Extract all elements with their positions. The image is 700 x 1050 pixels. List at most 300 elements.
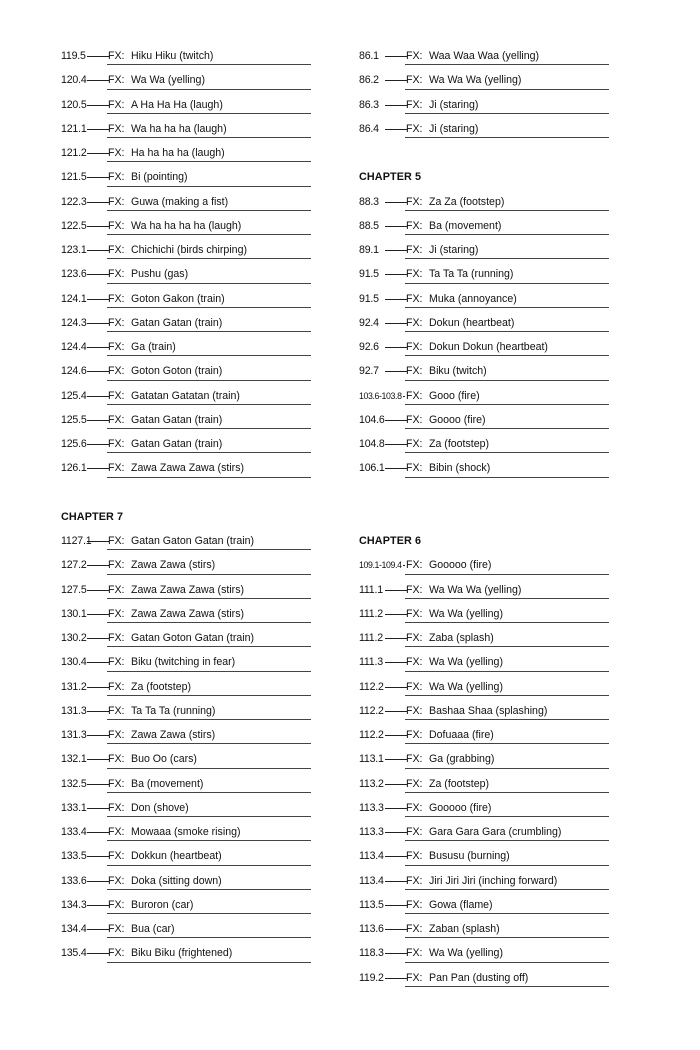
fx-label: FX:	[108, 438, 125, 450]
leader-dash	[385, 905, 407, 906]
fx-description: Waa Waa Waa (yelling)	[429, 50, 540, 62]
fx-label: FX:	[406, 680, 423, 693]
leader-dash	[87, 687, 109, 688]
leader-dash	[87, 856, 109, 857]
fx-entry	[359, 408, 609, 432]
page-panel-ref: 125.6	[61, 438, 87, 450]
fx-entry	[61, 238, 311, 262]
leader-dash	[87, 129, 109, 130]
page-panel-ref: 134.3	[61, 898, 87, 911]
fx-description: Gatan Goton Gatan (train)	[131, 632, 255, 644]
fx-entry	[61, 141, 311, 165]
underline-rule	[405, 671, 609, 672]
fx-description: Za Za (footstep)	[429, 195, 505, 208]
leader-dash	[87, 638, 109, 639]
fx-label: FX:	[406, 753, 423, 766]
fx-description: Ba (movement)	[131, 777, 204, 790]
fx-entry	[359, 238, 609, 262]
underline-rule	[107, 743, 311, 744]
page-panel-ref: 123.1	[61, 244, 87, 256]
fx-entry	[61, 893, 311, 917]
leader-dash	[385, 856, 407, 857]
leader-dash	[87, 662, 109, 663]
fx-description: Buroron (car)	[131, 898, 194, 911]
leader-dash	[87, 905, 109, 906]
fx-label: FX:	[406, 98, 423, 111]
page-panel-ref: 111.2	[359, 607, 383, 620]
fx-entry	[61, 262, 311, 286]
underline-rule	[107, 452, 311, 453]
fx-entry	[359, 869, 609, 893]
leader-dash	[87, 420, 109, 421]
fx-description: Gowa (flame)	[429, 898, 493, 911]
fx-description: Zawa Zawa Zawa (stirs)	[131, 462, 245, 475]
fx-label: FX:	[108, 122, 125, 135]
leader-dash	[385, 250, 407, 251]
fx-entry	[61, 68, 311, 92]
underline-rule	[107, 477, 311, 478]
fx-description: Ba (movement)	[429, 219, 502, 232]
fx-entry	[61, 529, 311, 553]
page-panel-ref: 118.3	[359, 947, 384, 960]
fx-entry	[61, 311, 311, 335]
leader-dash	[385, 662, 407, 663]
fx-label: FX:	[108, 365, 125, 378]
fx-entry	[61, 165, 311, 189]
chapter-6-heading: CHAPTER 6	[359, 535, 422, 547]
leader-dash	[385, 105, 407, 106]
fx-label: FX:	[108, 923, 125, 935]
leader-dash	[87, 153, 109, 154]
fx-label: FX:	[108, 50, 125, 62]
fx-description: Gooooo (fire)	[429, 559, 492, 572]
underline-rule	[107, 598, 311, 599]
page-panel-ref: 113.5	[359, 898, 384, 911]
page-panel-ref: 86.3	[359, 98, 379, 111]
fx-label: FX:	[108, 195, 125, 208]
page-panel-ref: 134.4	[61, 923, 87, 935]
fx-label: FX:	[108, 656, 125, 669]
fx-label: FX:	[406, 777, 423, 790]
underline-rule	[405, 913, 609, 914]
fx-entry	[61, 432, 311, 456]
leader-dash	[385, 590, 407, 591]
underline-rule	[107, 210, 311, 211]
fx-description: Gatatan Gatatan (train)	[131, 389, 240, 402]
page-panel-ref: 88.5	[359, 219, 379, 232]
fx-label: FX:	[406, 195, 423, 208]
page-panel-ref: 103.6-103.8	[359, 390, 402, 401]
fx-description: Biku (twitch)	[429, 365, 487, 378]
fx-label: FX:	[406, 898, 423, 911]
leader-dash	[385, 371, 407, 372]
fx-description: Ha ha ha ha (laugh)	[131, 147, 225, 159]
fx-entry	[359, 359, 609, 383]
fx-label: FX:	[406, 365, 423, 378]
page-panel-ref: 92.6	[359, 341, 379, 353]
underline-rule	[405, 962, 609, 963]
underline-rule	[405, 695, 609, 696]
fx-entry	[359, 675, 609, 699]
page-panel-ref: 121.2	[61, 147, 87, 159]
leader-dash	[87, 881, 109, 882]
leader-dash	[87, 832, 109, 833]
fx-description: Ga (grabbing)	[429, 753, 495, 766]
leader-dash	[87, 541, 109, 542]
underline-rule	[107, 768, 311, 769]
fx-entry	[61, 626, 311, 650]
fx-description: Za (footstep)	[429, 438, 490, 450]
fx-label: FX:	[108, 147, 125, 159]
underline-rule	[107, 622, 311, 623]
fx-entry	[359, 311, 609, 335]
page-panel-ref: 92.4	[359, 316, 379, 329]
fx-label: FX:	[406, 656, 423, 669]
fx-entry	[359, 626, 609, 650]
page-panel-ref: 86.4	[359, 122, 379, 135]
underline-rule	[107, 840, 311, 841]
fx-entry	[61, 869, 311, 893]
underline-rule	[405, 113, 609, 114]
fx-entry	[359, 68, 609, 92]
fx-description: Biku Biku (frightened)	[131, 947, 233, 960]
leader-dash	[385, 202, 407, 203]
fx-description: Zawa Zawa Zawa (stirs)	[131, 583, 245, 596]
fx-label: FX:	[108, 947, 125, 960]
underline-rule	[107, 283, 311, 284]
leader-dash	[87, 759, 109, 760]
fx-entry	[359, 747, 609, 771]
fx-description: Bua (car)	[131, 923, 175, 935]
underline-rule	[107, 64, 311, 65]
page-panel-ref: 125.4	[61, 389, 87, 402]
page-panel-ref: 86.2	[359, 74, 379, 87]
leader-dash	[385, 444, 407, 445]
fx-description: Zawa Zawa (stirs)	[131, 559, 216, 572]
fx-description: Dokun Dokun (heartbeat)	[429, 341, 548, 353]
fx-description: Gatan Gaton Gatan (train)	[131, 535, 255, 547]
fx-label: FX:	[108, 850, 125, 863]
page-panel-ref: 124.6	[61, 365, 87, 378]
fx-description: Za (footstep)	[429, 777, 490, 790]
underline-rule	[405, 452, 609, 453]
fx-label: FX:	[108, 244, 125, 256]
underline-rule	[107, 331, 311, 332]
fx-entry	[359, 941, 609, 965]
right-column	[359, 44, 609, 990]
page-panel-ref: 104.6	[359, 413, 385, 426]
fx-entry	[61, 44, 311, 68]
page-panel-ref: 113.3	[359, 826, 384, 838]
fx-label: FX:	[108, 826, 125, 838]
fx-description: Gatan Gatan (train)	[131, 316, 223, 329]
leader-dash	[385, 299, 407, 300]
leader-dash	[385, 978, 407, 979]
page-panel-ref: 122.5	[61, 219, 87, 232]
underline-rule	[107, 937, 311, 938]
underline-rule	[107, 816, 311, 817]
page-panel-ref: 124.4	[61, 341, 87, 353]
fx-label: FX:	[108, 98, 125, 111]
leader-dash	[385, 784, 407, 785]
underline-rule	[107, 355, 311, 356]
fx-entry	[61, 699, 311, 723]
underline-rule	[107, 646, 311, 647]
leader-dash	[385, 614, 407, 615]
page-panel-ref: 131.3	[61, 729, 87, 741]
fx-label: FX:	[406, 704, 423, 717]
underline-rule	[107, 792, 311, 793]
fx-entry	[61, 359, 311, 383]
page-panel-ref: 121.1	[61, 122, 87, 135]
underline-rule	[405, 137, 609, 138]
leader-dash	[87, 808, 109, 809]
chapter-7-heading: CHAPTER 7	[61, 510, 124, 523]
fx-label: FX:	[406, 923, 423, 935]
page-panel-ref: 131.2	[61, 680, 87, 693]
underline-rule	[107, 258, 311, 259]
page-panel-ref: 122.3	[61, 195, 87, 208]
page-panel-ref: 120.5	[61, 98, 87, 111]
fx-description: Dokkun (heartbeat)	[131, 850, 222, 863]
fx-entry	[359, 384, 609, 408]
fx-label: FX:	[406, 341, 423, 353]
page-panel-ref: 135.4	[61, 947, 87, 960]
page-panel-ref: 133.5	[61, 850, 87, 863]
leader-dash	[87, 929, 109, 930]
fx-label: FX:	[406, 462, 423, 475]
leader-dash	[87, 614, 109, 615]
page-panel-ref: 86.1	[359, 50, 379, 62]
page-panel-ref: 124.1	[61, 292, 87, 305]
leader-dash	[385, 711, 407, 712]
fx-label: FX:	[108, 704, 125, 717]
fx-description: Goton Gakon (train)	[131, 292, 225, 305]
page-panel-ref: 1127.1	[61, 535, 92, 547]
fx-description: Zaba (splash)	[429, 632, 494, 644]
left-column	[61, 44, 311, 966]
fx-entry	[61, 650, 311, 674]
page-panel-ref: 123.6	[61, 268, 87, 281]
leader-dash	[87, 396, 109, 397]
page-panel-ref: 88.3	[359, 195, 379, 208]
fx-entry	[61, 553, 311, 577]
fx-entry	[359, 820, 609, 844]
fx-entry	[61, 747, 311, 771]
fx-entry	[359, 844, 609, 868]
fx-description: Wa Wa Wa (yelling)	[429, 74, 522, 87]
fx-description: Zawa Zawa Zawa (stirs)	[131, 607, 245, 620]
fx-description: Bususu (burning)	[429, 850, 510, 863]
fx-list-continued	[61, 44, 311, 481]
underline-rule	[405, 622, 609, 623]
leader-dash	[87, 105, 109, 106]
fx-label: FX:	[108, 74, 125, 87]
leader-dash	[385, 929, 407, 930]
page-panel-ref: 106.1	[359, 462, 385, 475]
fx-label: FX:	[108, 535, 125, 547]
fx-label: FX:	[108, 753, 125, 766]
underline-rule	[107, 889, 311, 890]
page-panel-ref: 113.4	[359, 850, 384, 863]
leader-dash	[385, 420, 407, 421]
fx-entry	[61, 917, 311, 941]
leader-dash	[87, 250, 109, 251]
fx-entry	[61, 214, 311, 238]
fx-label: FX:	[108, 801, 125, 814]
fx-label: FX:	[406, 219, 423, 232]
leader-dash	[385, 735, 407, 736]
fx-entry	[61, 578, 311, 602]
fx-entry	[61, 384, 311, 408]
fx-label: FX:	[406, 316, 423, 329]
fx-label: FX:	[108, 559, 125, 572]
fx-description: Goton Goton (train)	[131, 365, 223, 378]
page-panel-ref: 130.4	[61, 656, 87, 669]
leader-dash	[385, 468, 407, 469]
fx-label: FX:	[406, 826, 423, 838]
page-panel-ref: 113.2	[359, 777, 384, 790]
page-panel-ref: 119.5	[61, 50, 86, 62]
leader-dash	[385, 832, 407, 833]
leader-dash	[385, 226, 407, 227]
page-panel-ref: 111.3	[359, 656, 383, 669]
fx-description: Doka (sitting down)	[131, 874, 222, 887]
fx-label: FX:	[406, 632, 423, 644]
fx-label: FX:	[108, 292, 125, 305]
fx-description: Ji (staring)	[429, 244, 479, 256]
fx-entry	[61, 820, 311, 844]
page-panel-ref: 121.5	[61, 171, 87, 184]
fx-entry	[61, 796, 311, 820]
underline-rule	[405, 210, 609, 211]
page-panel-ref: 112.2	[359, 704, 384, 717]
fx-label: FX:	[108, 680, 125, 693]
leader-dash	[87, 711, 109, 712]
fx-entry	[359, 456, 609, 480]
leader-dash	[385, 953, 407, 954]
fx-entry	[359, 650, 609, 674]
fx-entry	[359, 723, 609, 747]
underline-rule	[405, 477, 609, 478]
fx-description: Don (shove)	[131, 801, 189, 814]
fx-description: Ji (staring)	[429, 122, 479, 135]
fx-label: FX:	[406, 850, 423, 863]
fx-label: FX:	[406, 244, 423, 256]
leader-dash	[87, 323, 109, 324]
underline-rule	[107, 137, 311, 138]
underline-rule	[107, 234, 311, 235]
fx-label: FX:	[108, 777, 125, 790]
underline-rule	[405, 792, 609, 793]
fx-description: Gatan Gatan (train)	[131, 438, 223, 450]
underline-rule	[107, 549, 311, 550]
fx-entry	[61, 941, 311, 965]
leader-dash	[385, 347, 407, 348]
fx-description: Gooooo (fire)	[429, 801, 492, 814]
fx-description: Biku (twitching in fear)	[131, 656, 236, 669]
fx-description: Dokun (heartbeat)	[429, 316, 515, 329]
fx-description: Dofuaaa (fire)	[429, 729, 494, 741]
underline-rule	[405, 574, 609, 575]
page-panel-ref: 133.4	[61, 826, 87, 838]
page-panel-ref: 127.5	[61, 583, 87, 596]
fx-label: FX:	[406, 50, 423, 62]
page-panel-ref: 133.6	[61, 874, 87, 887]
leader-dash	[87, 56, 109, 57]
fx-description: Wa Wa (yelling)	[429, 947, 503, 960]
fx-description: Gatan Gatan (train)	[131, 413, 223, 426]
underline-rule	[107, 404, 311, 405]
leader-dash	[87, 274, 109, 275]
fx-entry	[359, 93, 609, 117]
underline-rule	[405, 840, 609, 841]
fx-entry	[61, 335, 311, 359]
fx-description: Pushu (gas)	[131, 268, 189, 281]
fx-description: Gara Gara Gara (crumbling)	[429, 826, 562, 838]
underline-rule	[107, 695, 311, 696]
fx-entry	[359, 772, 609, 796]
underline-rule	[405, 355, 609, 356]
leader-dash	[385, 129, 407, 130]
fx-entry	[61, 408, 311, 432]
underline-rule	[107, 113, 311, 114]
underline-rule	[405, 816, 609, 817]
underline-rule	[405, 768, 609, 769]
fx-description: Muka (annoyance)	[429, 292, 517, 305]
underline-rule	[107, 380, 311, 381]
leader-dash	[87, 371, 109, 372]
fx-description: Ji (staring)	[429, 98, 479, 111]
fx-entry	[359, 796, 609, 820]
fx-label: FX:	[108, 729, 125, 741]
page-panel-ref: 111.2	[359, 632, 383, 644]
fx-label: FX:	[108, 316, 125, 329]
page-panel-ref: 89.1	[359, 244, 379, 256]
underline-rule	[405, 283, 609, 284]
fx-label: FX:	[108, 341, 125, 353]
underline-rule	[107, 671, 311, 672]
page-panel-ref: 125.5	[61, 413, 87, 426]
underline-rule	[107, 719, 311, 720]
underline-rule	[107, 161, 311, 162]
fx-label: FX:	[406, 438, 423, 450]
leader-dash	[87, 444, 109, 445]
leader-dash	[403, 565, 405, 566]
page-panel-ref: 92.7	[359, 365, 379, 378]
page-panel-ref: 127.2	[61, 559, 87, 572]
fx-description: Wa Wa (yelling)	[429, 680, 503, 693]
page-panel-ref: 91.5	[359, 268, 379, 281]
chapter-5-heading: CHAPTER 5	[359, 171, 422, 184]
underline-rule	[405, 404, 609, 405]
leader-dash	[87, 226, 109, 227]
underline-rule	[107, 89, 311, 90]
page-panel-ref: 109.1-109.4	[359, 560, 402, 571]
fx-description: Ga (train)	[131, 341, 176, 353]
fx-entry	[359, 190, 609, 214]
underline-rule	[405, 646, 609, 647]
leader-dash	[87, 565, 109, 566]
underline-rule	[405, 89, 609, 90]
leader-dash	[87, 784, 109, 785]
fx-entry	[61, 190, 311, 214]
chapter-7-fx-list	[61, 529, 311, 966]
leader-dash	[87, 177, 109, 178]
fx-description: Gooo (fire)	[429, 389, 480, 402]
fx-description: Guwa (making a fist)	[131, 195, 229, 208]
page-panel-ref: 91.5	[359, 292, 379, 305]
